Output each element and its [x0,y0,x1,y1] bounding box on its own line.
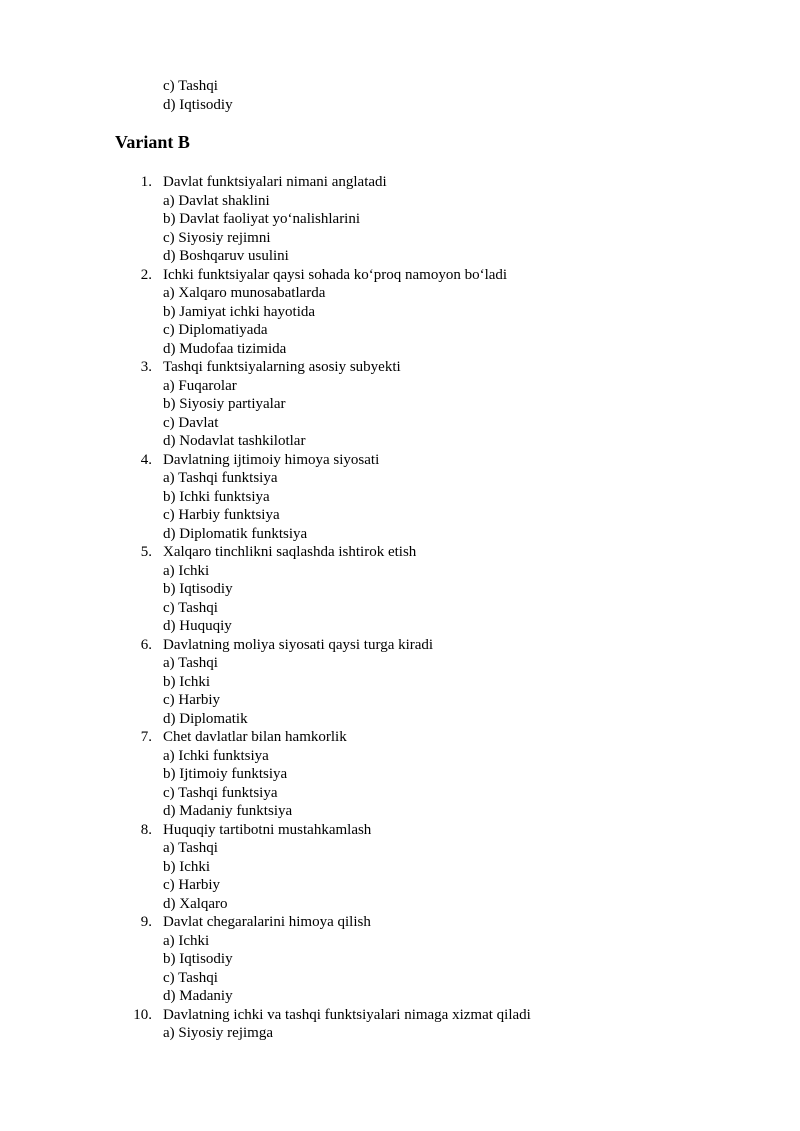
answer-option: b) Iqtisodiy [163,951,233,967]
answer-option: d) Nodavlat tashkilotlar [163,433,306,449]
option-text: d) Iqtisodiy [163,96,233,113]
question-item [0,821,800,914]
answer-option: a) Ichki [163,562,210,579]
question-item [0,266,800,359]
question-text: Ichki funktsiyalar qaysi sohada ko‘proq namoyon bo‘ladi [163,266,508,283]
question-line [0,358,800,377]
question-text: Chet davlatlar bilan hamkorlik [163,729,347,745]
answer-option: d) Madaniy [163,988,233,1004]
question-number: 2. [140,266,152,283]
question-line [0,1006,800,1025]
question-number: 4. [140,451,152,468]
answer-option: c) Harbiy funktsiya [163,507,280,523]
question-list [0,173,800,1043]
question-item [0,451,800,544]
question-item [0,358,800,451]
answer-option: b) Jamiyat ichki hayotida [163,303,316,320]
question-line [0,266,800,285]
question-line [0,821,800,840]
answer-option: a) Ichki [163,932,210,949]
option-text: c) Tashqi [163,78,218,94]
answer-option: c) Tashqi funktsiya [163,784,278,801]
answer-option: a) Ichki funktsiya [163,747,269,764]
answer-option: b) Iqtisodiy [163,581,233,597]
answer-option: b) Ichki funktsiya [163,488,270,505]
question-line [0,913,800,932]
answer-option: b) Ijtimoiy funktsiya [163,766,288,782]
answer-option: c) Diplomatiyada [163,322,268,338]
question-text: Davlat funktsiyalari nimani anglatadi [163,174,387,190]
answer-option: b) Ichki [163,673,211,690]
question-number: 9. [140,914,152,930]
answer-option: a) Xalqaro munosabatlarda [163,285,326,301]
question-item [0,1006,800,1043]
question-text: Huquqiy tartibotni mustahkamlash [163,821,372,838]
question-item [0,543,800,636]
question-line [0,173,800,192]
question-line [0,451,800,470]
answer-option: d) Madaniy funktsiya [163,803,293,819]
question-line [0,636,800,655]
question-line [0,543,800,562]
previous-question-options [163,77,233,114]
answer-option: d) Huquqiy [163,618,232,634]
answer-option: a) Siyosiy rejimga [163,1025,273,1041]
answer-option: d) Diplomatik funktsiya [163,525,308,542]
answer-option: b) Ichki [163,858,211,875]
answer-option: b) Siyosiy partiyalar [163,396,286,412]
answer-option: b) Davlat faoliyat yo‘nalishlarini [163,211,361,227]
answer-option: c) Harbiy [163,692,221,708]
question-text: Davlat chegaralarini himoya qilish [163,914,371,930]
answer-option: a) Fuqarolar [163,377,237,394]
answer-option: c) Davlat [163,414,219,431]
question-number: 3. [140,359,152,375]
question-text: Davlatning ijtimoiy himoya siyosati [163,451,380,468]
answer-option: a) Davlat shaklini [163,192,270,209]
question-item [0,913,800,1006]
question-text: Davlatning moliya siyosati qaysi turga kiradi [163,636,434,653]
answer-option: d) Diplomatik [163,710,248,727]
question-number: 7. [140,729,152,745]
question-number: 10. [133,1006,152,1023]
answer-option: c) Harbiy [163,877,221,893]
question-item [0,728,800,821]
question-number: 1. [140,174,152,190]
answer-option: d) Mudofaa tizimida [163,340,287,357]
answer-option: c) Siyosiy rejimni [163,229,271,246]
answer-option: a) Tashqi [163,655,218,671]
question-item [0,636,800,729]
answer-option: a) Tashqi [163,840,218,856]
question-number: 8. [140,821,152,838]
answer-option: c) Tashqi [163,969,218,986]
question-number: 5. [140,544,152,560]
question-item [0,173,800,266]
answer-option: d) Xalqaro [163,895,228,912]
answer-option: a) Tashqi funktsiya [163,470,278,486]
question-text: Tashqi funktsiyalarning asosiy subyekti [163,359,401,375]
answer-option: c) Tashqi [163,599,218,616]
answer-option: d) Boshqaruv usulini [163,248,289,264]
question-text: Davlatning ichki va tashqi funktsiyalari nimaga xizmat qiladi [163,1006,531,1023]
question-text: Xalqaro tinchlikni saqlashda ishtirok etish [163,544,417,560]
question-number: 6. [140,636,152,653]
variant-heading: Variant B [115,132,190,152]
question-line [0,728,800,747]
